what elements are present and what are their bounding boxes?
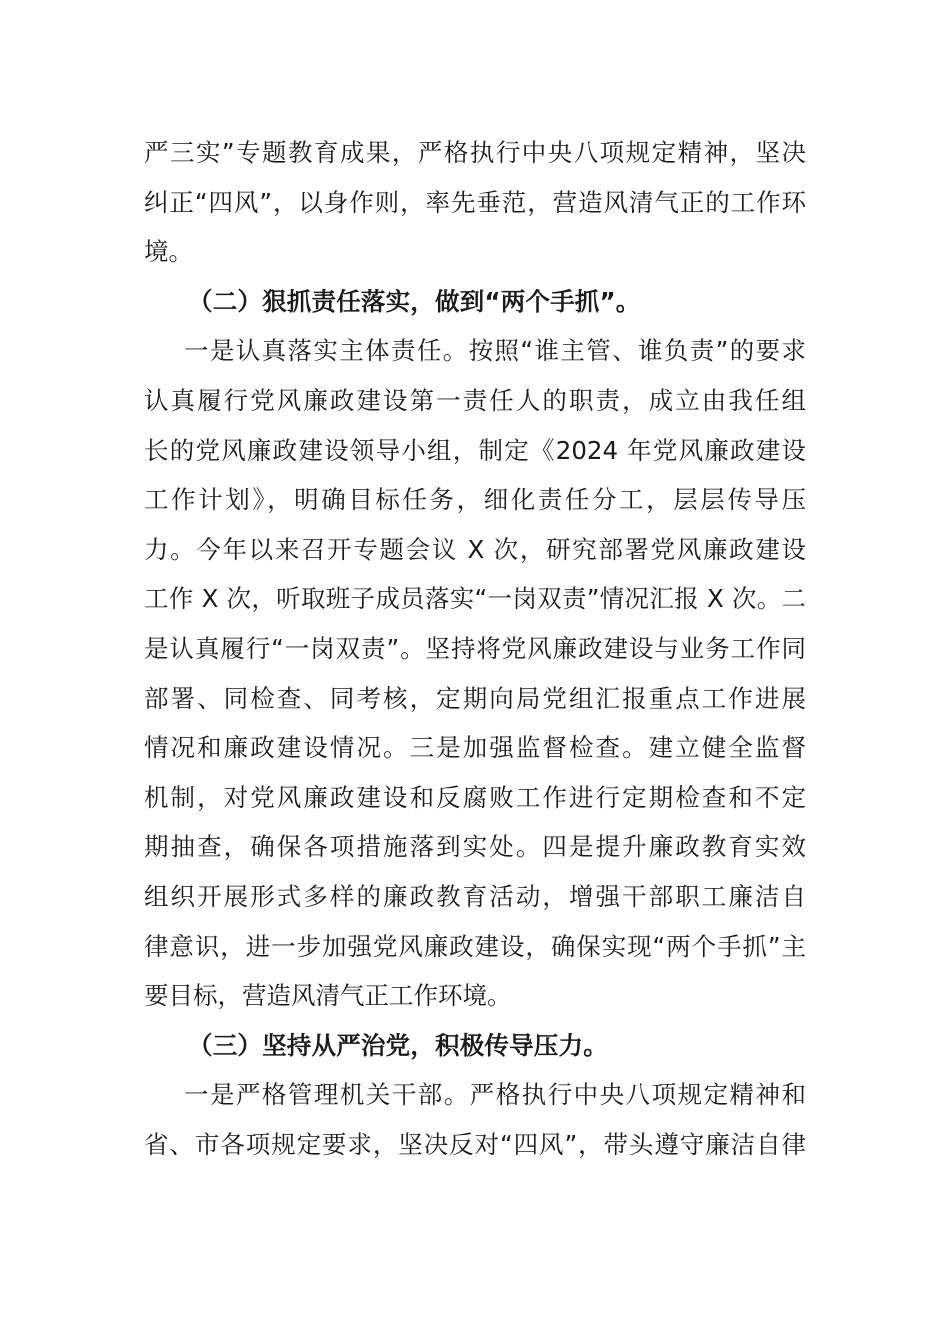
paragraph-line: 要目标，营造风清气正工作环境。 [144, 981, 512, 1011]
paragraph-line: 长的党风廉政建设领导小组，制定《2024 年党风廉政建设 [144, 435, 806, 465]
paragraph-line: 境。 [144, 237, 193, 267]
paragraph-line: 一是严格管理机关干部。严格执行中央八项规定精神和 [184, 1080, 806, 1110]
paragraph-line: 期抽查，确保各项措施落到实处。四是提升廉政教育实效 [144, 832, 806, 862]
paragraph-line: 纠正“四风”，以身作则，率先垂范，营造风清气正的工作环 [144, 187, 806, 217]
paragraph-line: 组织开展形式多样的廉政教育活动，增强干部职工廉洁自 [144, 881, 806, 911]
paragraph-line: 力。今年以来召开专题会议 X 次，研究部署党风廉政建设 [144, 534, 806, 564]
paragraph-line: 省、市各项规定要求，坚决反对“四风”，带头遵守廉洁自律 [144, 1129, 806, 1159]
section-heading: （三）坚持从严治党，积极传导压力。 [188, 1030, 608, 1060]
paragraph-line: 律意识，进一步加强党风廉政建设，确保实现“两个手抓”主 [144, 931, 806, 961]
paragraph-line: 情况和廉政建设情况。三是加强监督检查。建立健全监督 [144, 733, 806, 763]
paragraph-line: 严三实”专题教育成果，严格执行中央八项规定精神，坚决 [144, 138, 806, 167]
paragraph-line: 部署、同检查、同考核，定期向局党组汇报重点工作进展 [144, 683, 806, 713]
document-body [144, 128, 806, 1169]
paragraph-line: 工作计划》，明确目标任务，细化责任分工，层层传导压 [144, 485, 806, 515]
paragraph-line: 认真履行党风廉政建设第一责任人的职责，成立由我任组 [144, 385, 806, 415]
section-heading: （二）狠抓责任落实，做到“两个手抓”。 [188, 286, 641, 316]
paragraph-line: 是认真履行“一岗双责”。坚持将党风廉政建设与业务工作同 [144, 633, 806, 663]
paragraph-line: 一是认真落实主体责任。按照“谁主管、谁负责”的要求 [184, 336, 806, 366]
paragraph-line: 机制，对党风廉政建设和反腐败工作进行定期检查和不定 [144, 782, 806, 812]
paragraph-line: 工作 X 次，听取班子成员落实“一岗双责”情况汇报 X 次。二 [144, 584, 806, 614]
